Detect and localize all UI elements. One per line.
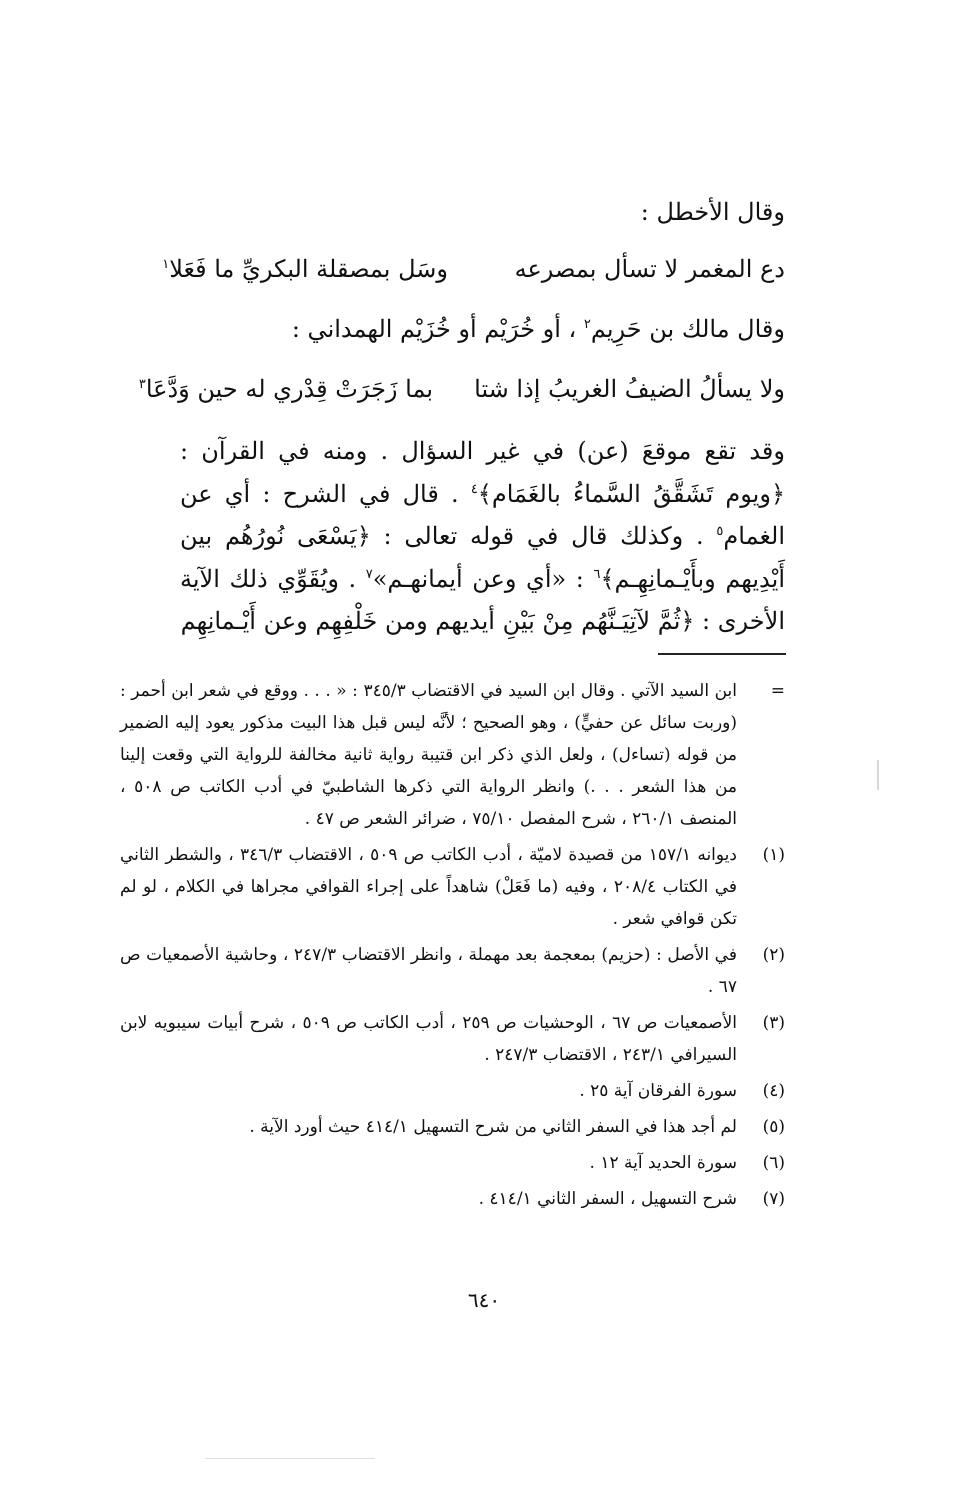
- footnote-2: [120, 939, 785, 1003]
- footnote-number: (٧): [762, 1189, 785, 1209]
- body-paragraph: وقد تقع موقعَ (عن) في غير السؤال . ومنه في القرآن : ﴿ويوم تَشَقَّقُ السَّماءُ بالغَمَام﴾$^٤$ . قال في الشرح : أي عن الغمام$^٥$ . وكذلك قال في قوله تعالى : ﴿يَسْعَى نُورُهُم بين أَيْدِيهم وبأَيْـمانِهِـم﴾$^٦$ : «أي وعن أيمانهـم»$^٧$ . ويُقَوِّي ذلك الآية الأخرى : ﴿ثُمَّ لآتِيَـنَّهُم مِنْ بَيْنِ أيديهم ومن خَلْفِهِم وعن أَيْـمانِهِم: [180, 437, 786, 635]
- intro-line-akhtal: وقال الأخطل :: [640, 198, 785, 226]
- footnote-5: [120, 1111, 785, 1143]
- footnote-7: [120, 1183, 785, 1215]
- footnote-text: في الأصل : (حزيم) بمعجمة بعد مهملة ، وانظر الاقتضاب ٢٤٧/٣ ، وحاشية الأصمعيات ص ٦٧ .: [120, 945, 737, 997]
- scan-margin-mark: [877, 760, 879, 790]
- verse-first-hemistich: دع المغمر لا تسأل بمصرعه: [514, 255, 785, 283]
- page-number: ٦٤٠: [467, 1288, 501, 1312]
- footnote-text: سورة الفرقان آية ٢٥ .: [579, 1081, 737, 1101]
- footnote-number: (٤): [762, 1081, 785, 1101]
- footnote-ref[interactable]: ٧: [365, 566, 373, 582]
- footnote-ref[interactable]: ٥: [716, 524, 724, 539]
- footnote-ref[interactable]: ٦: [593, 566, 601, 582]
- verse-second-hemistich: بما زَجَرَتْ قِدْري له حين وَدَّعَا$^٣$: [138, 375, 433, 403]
- footnote-6: [120, 1147, 785, 1179]
- verse-second-hemistich: وسَل بمصقلة البكريِّ ما فَعَلا$^١$: [162, 255, 448, 283]
- footnote-number: (٥): [762, 1117, 785, 1137]
- footnote-continued: [120, 675, 785, 835]
- verse-first-hemistich: ولا يسألُ الضيفُ الغريبُ إذا شتا: [474, 375, 785, 403]
- footnote-4: [120, 1075, 785, 1107]
- footnote-number: (٢): [762, 945, 785, 965]
- footnote-1: [120, 839, 785, 935]
- footnote-number: (٣): [762, 1013, 785, 1033]
- scan-edge-mark: [205, 1458, 375, 1459]
- footnote-text: لم أجد هذا في السفر الثاني من شرح التسهيل ٤١٤/١ حيث أورد الآية .: [249, 1117, 737, 1137]
- footnote-number: (١): [762, 845, 785, 865]
- footnote-text: ابن السيد الآتي . وقال ابن السيد في الاقتضاب ٣٤٥/٣ : « . . . ووقع في شعر ابن أحمر : (وربت سائل عن حفيٍّ) ، وهو الصحيح ؛ لأنَّه ليس قبل هذا البيت مذكور يعود إليه الضمير من قوله (تساءل) ، ولعل الذي ذكر ابن قتيبة رواية ثانية مخالفة للرواية التي وقعت إلينا من هذا الشعر . . .) وانظر الرواية التي ذكرها الشاطبيّ في أدب الكاتب ص ٥٠٨ ، المنصف ٢٦٠/١ ، شرح المفصل ٧٥/١٠ ، ضرائر الشعر ص ٤٧ .: [120, 681, 738, 829]
- footnote-text: شرح التسهيل ، السفر الثاني ٤١٤/١ .: [478, 1189, 737, 1209]
- footnote-ref[interactable]: ١: [162, 257, 170, 272]
- footnote-text: سورة الحديد آية ١٢ .: [589, 1153, 737, 1173]
- footnote-3: [120, 1007, 785, 1071]
- footnote-text: الأصمعيات ص ٦٧ ، الوحشيات ص ٢٥٩ ، أدب الكاتب ص ٥٠٩ ، شرح أبيات سيبويه لابن السيرافي ٢٤٣/١ ، الاقتضاب ٢٤٧/٣ .: [120, 1013, 737, 1065]
- intro-line-malik: وقال مالك بن حَرِيم$^٢$ ، أو خُرَيْم أو خُزَيْم الهمداني :: [291, 315, 785, 343]
- footnote-ref[interactable]: ٤: [470, 481, 478, 497]
- footnote-number: (٦): [762, 1153, 785, 1173]
- footnote-number: =: [770, 681, 785, 701]
- footnote-ref[interactable]: ٣: [138, 377, 146, 392]
- footnote-text: ديوانه ١٥٧/١ من قصيدة لاميّة ، أدب الكاتب ص ٥٠٩ ، الاقتضاب ٣٤٦/٣ ، والشطر الثاني في الكتاب ٢٠٨/٤ ، وفيه (ما فَعَلْ) شاهداً على إجراء القوافي مجراها في الكلام ، لو لم تكن قوافي شعر .: [120, 845, 737, 929]
- footnote-ref[interactable]: ٢: [583, 317, 591, 332]
- footnote-separator: [658, 653, 786, 655]
- footnotes: [120, 675, 785, 1219]
